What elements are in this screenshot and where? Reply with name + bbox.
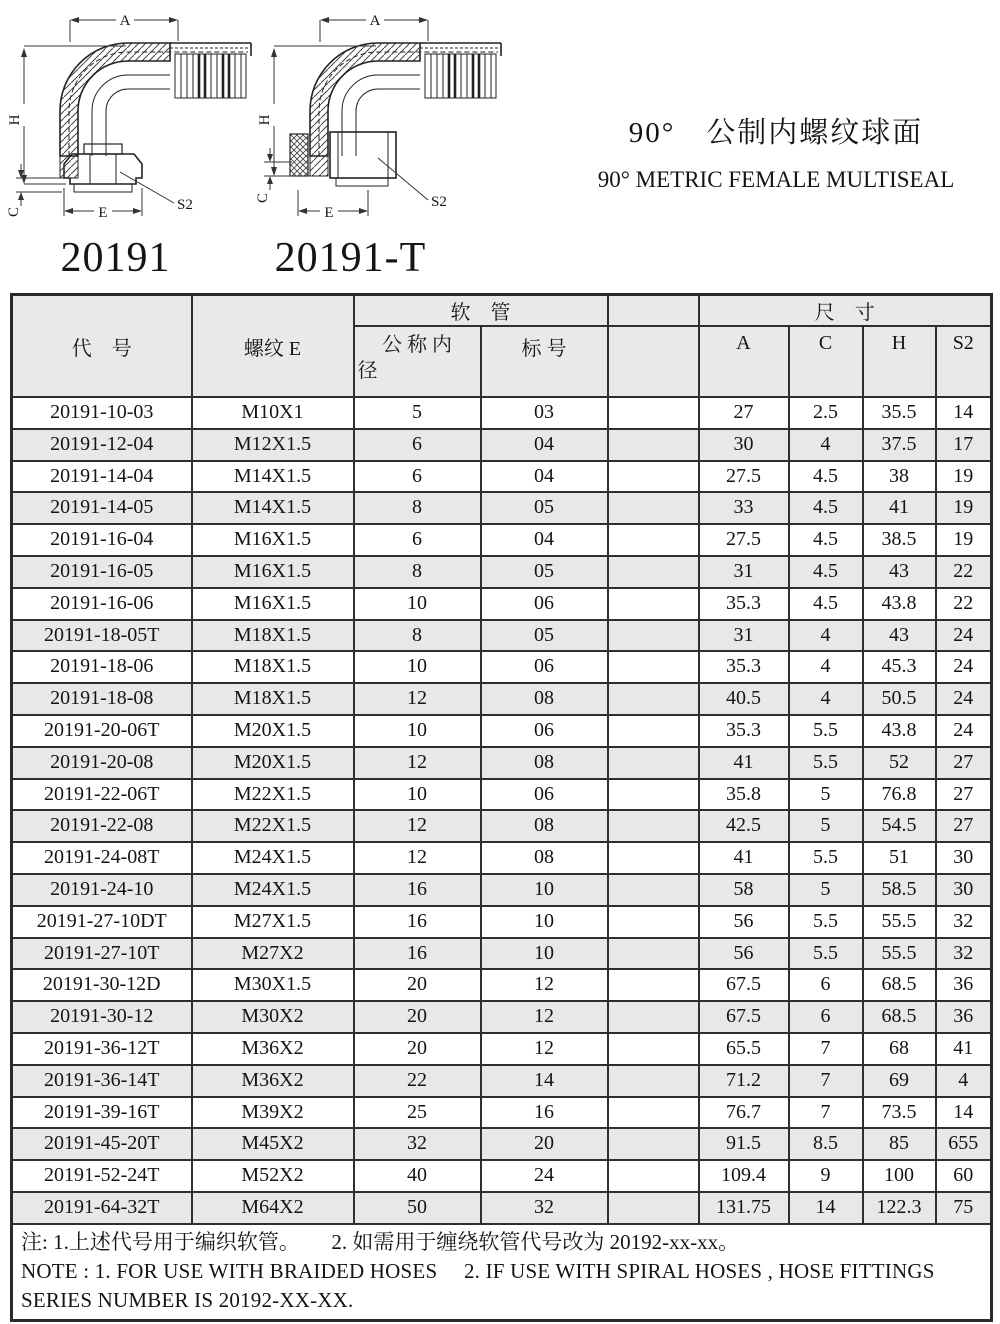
cell-blank: [608, 429, 699, 461]
cell-hose-mark: 12: [481, 1033, 608, 1065]
cell-dim-s2: 24: [936, 620, 992, 652]
cell-blank: [608, 588, 699, 620]
cell-dim-c: 4.5: [789, 588, 863, 620]
cell-dim-h: 35.5: [863, 397, 936, 429]
cell-hose-mark: 24: [481, 1160, 608, 1192]
table-row: [12, 461, 992, 493]
cell-dim-a: 65.5: [699, 1033, 789, 1065]
cell-dim-a: 35.8: [699, 779, 789, 811]
cell-dim-a: 41: [699, 747, 789, 779]
cell-dim-s2: 14: [936, 397, 992, 429]
cell-dim-a: 131.75: [699, 1192, 789, 1224]
cell-dim-s2: 36: [936, 1001, 992, 1033]
cell-thread: M14X1.5: [192, 492, 354, 524]
cell-hose-id: 12: [354, 683, 481, 715]
table-row: [12, 1097, 992, 1129]
cell-dim-h: 43: [863, 620, 936, 652]
cell-dim-c: 4.5: [789, 524, 863, 556]
table-row: [12, 620, 992, 652]
table-row: [12, 1001, 992, 1033]
cell-hose-mark: 12: [481, 969, 608, 1001]
cell-dim-c: 7: [789, 1065, 863, 1097]
cell-code: 20191-18-08: [12, 683, 192, 715]
cell-blank: [608, 779, 699, 811]
table-row: [12, 1128, 992, 1160]
cell-blank: [608, 1192, 699, 1224]
table-row: [12, 1192, 992, 1224]
cell-dim-s2: 36: [936, 969, 992, 1001]
cell-dim-a: 58: [699, 874, 789, 906]
cell-dim-s2: 19: [936, 524, 992, 556]
cell-hose-mark: 06: [481, 715, 608, 747]
header-dim-s2: S2: [936, 326, 992, 397]
cell-thread: M22X1.5: [192, 779, 354, 811]
cell-hose-mark: 12: [481, 1001, 608, 1033]
cell-blank: [608, 938, 699, 970]
cell-thread: M16X1.5: [192, 588, 354, 620]
header-dim-c: C: [789, 326, 863, 397]
cell-blank: [608, 906, 699, 938]
cell-dim-a: 40.5: [699, 683, 789, 715]
cell-dim-c: 4: [789, 651, 863, 683]
dim-a-label: A: [119, 13, 131, 29]
table-row: [12, 906, 992, 938]
cell-thread: M20X1.5: [192, 715, 354, 747]
cell-code: 20191-18-05T: [12, 620, 192, 652]
cell-dim-c: 7: [789, 1033, 863, 1065]
table-row: [12, 651, 992, 683]
table-row: [12, 492, 992, 524]
header-dim-a: A: [699, 326, 789, 397]
cell-blank: [608, 1033, 699, 1065]
cell-thread: M27X1.5: [192, 906, 354, 938]
cell-code: 20191-12-04: [12, 429, 192, 461]
table-header: [12, 295, 992, 398]
cell-thread: M24X1.5: [192, 842, 354, 874]
cell-hose-mark: 05: [481, 556, 608, 588]
cell-thread: M10X1: [192, 397, 354, 429]
cell-thread: M14X1.5: [192, 461, 354, 493]
dim-a-label: A: [369, 13, 381, 29]
cell-hose-mark: 10: [481, 906, 608, 938]
cell-blank: [608, 969, 699, 1001]
cell-dim-h: 73.5: [863, 1097, 936, 1129]
cell-hose-id: 10: [354, 779, 481, 811]
cell-hose-id: 5: [354, 397, 481, 429]
cell-dim-c: 4.5: [789, 492, 863, 524]
page-title-chinese: 90° 公制内螺纹球面: [628, 117, 924, 149]
cell-dim-a: 67.5: [699, 969, 789, 1001]
cell-dim-a: 27.5: [699, 524, 789, 556]
cell-blank: [608, 620, 699, 652]
cell-hose-id: 25: [354, 1097, 481, 1129]
cell-hose-mark: 04: [481, 524, 608, 556]
cell-dim-h: 43.8: [863, 588, 936, 620]
cell-dim-c: 5.5: [789, 747, 863, 779]
cell-code: 20191-16-04: [12, 524, 192, 556]
cell-hose-id: 22: [354, 1065, 481, 1097]
cell-dim-a: 71.2: [699, 1065, 789, 1097]
cell-dim-s2: 655: [936, 1128, 992, 1160]
cell-dim-s2: 32: [936, 938, 992, 970]
cell-dim-a: 41: [699, 842, 789, 874]
table-row: [12, 969, 992, 1001]
cell-hose-id: 12: [354, 810, 481, 842]
cell-thread: M64X2: [192, 1192, 354, 1224]
cell-dim-c: 6: [789, 1001, 863, 1033]
table-row: [12, 1033, 992, 1065]
cell-code: 20191-22-06T: [12, 779, 192, 811]
cell-dim-h: 69: [863, 1065, 936, 1097]
cell-dim-h: 55.5: [863, 906, 936, 938]
cell-hose-mark: 06: [481, 588, 608, 620]
cell-thread: M20X1.5: [192, 747, 354, 779]
cell-code: 20191-10-03: [12, 397, 192, 429]
cell-dim-s2: 24: [936, 715, 992, 747]
cell-hose-id: 16: [354, 874, 481, 906]
cell-dim-s2: 75: [936, 1192, 992, 1224]
cell-hose-mark: 32: [481, 1192, 608, 1224]
cell-code: 20191-39-16T: [12, 1097, 192, 1129]
cell-hose-id: 8: [354, 492, 481, 524]
cell-dim-a: 31: [699, 620, 789, 652]
table-row: [12, 938, 992, 970]
cell-thread: M30X1.5: [192, 969, 354, 1001]
cell-dim-s2: 32: [936, 906, 992, 938]
note-chinese: 注: 1.上述代号用于编织软管。 2. 如需用于缠绕软管代号改为 20192-xx-xx。: [21, 1229, 740, 1254]
cell-dim-h: 54.5: [863, 810, 936, 842]
cell-hose-mark: 16: [481, 1097, 608, 1129]
table-body: [12, 397, 992, 1224]
cell-dim-a: 76.7: [699, 1097, 789, 1129]
note-english: NOTE : 1. FOR USE WITH BRAIDED HOSES 2. IF USE WITH SPIRAL HOSES , HOSE FITTINGS SERIES NUMBER IS 20192-XX-XX.: [21, 1258, 935, 1312]
cell-dim-h: 41: [863, 492, 936, 524]
cell-dim-a: 91.5: [699, 1128, 789, 1160]
cell-hose-id: 40: [354, 1160, 481, 1192]
catalog-table: [10, 293, 993, 1322]
cell-dim-s2: 30: [936, 842, 992, 874]
table-row: [12, 842, 992, 874]
cell-thread: M16X1.5: [192, 524, 354, 556]
cell-dim-c: 5.5: [789, 842, 863, 874]
cell-hose-mark: 03: [481, 397, 608, 429]
cell-code: 20191-52-24T: [12, 1160, 192, 1192]
table-row: [12, 683, 992, 715]
cell-dim-c: 5.5: [789, 938, 863, 970]
cell-hose-id: 6: [354, 429, 481, 461]
cell-thread: M39X2: [192, 1097, 354, 1129]
cell-blank: [608, 397, 699, 429]
cell-hose-mark: 05: [481, 492, 608, 524]
cell-dim-c: 5.5: [789, 906, 863, 938]
header-hose-mark: 标 号: [481, 326, 608, 397]
cell-dim-c: 7: [789, 1097, 863, 1129]
cell-code: 20191-27-10DT: [12, 906, 192, 938]
cell-dim-c: 14: [789, 1192, 863, 1224]
cell-dim-h: 38: [863, 461, 936, 493]
header-blank-top: [608, 295, 699, 327]
cell-code: 20191-36-12T: [12, 1033, 192, 1065]
cell-dim-a: 56: [699, 938, 789, 970]
cell-code: 20191-45-20T: [12, 1128, 192, 1160]
cell-dim-c: 9: [789, 1160, 863, 1192]
header-hose-group: 软 管: [354, 295, 608, 327]
cell-code: 20191-16-06: [12, 588, 192, 620]
cell-dim-s2: 41: [936, 1033, 992, 1065]
model-number-20191-T: 20191-T: [274, 235, 427, 281]
dim-h-label: H: [257, 114, 273, 126]
cell-thread: M36X2: [192, 1033, 354, 1065]
table-row: [12, 429, 992, 461]
cell-dim-h: 45.3: [863, 651, 936, 683]
dim-e-label: E: [324, 205, 334, 221]
cell-thread: M22X1.5: [192, 810, 354, 842]
header-blank-bottom: [608, 326, 699, 397]
cell-hose-id: 12: [354, 842, 481, 874]
cell-dim-a: 67.5: [699, 1001, 789, 1033]
cell-blank: [608, 810, 699, 842]
cell-dim-c: 6: [789, 969, 863, 1001]
cell-code: 20191-36-14T: [12, 1065, 192, 1097]
cell-code: 20191-24-10: [12, 874, 192, 906]
cell-dim-s2: 14: [936, 1097, 992, 1129]
cell-dim-h: 76.8: [863, 779, 936, 811]
cell-dim-c: 4: [789, 429, 863, 461]
cell-dim-a: 109.4: [699, 1160, 789, 1192]
cell-thread: M16X1.5: [192, 556, 354, 588]
cell-dim-h: 122.3: [863, 1192, 936, 1224]
table-row: [12, 747, 992, 779]
cell-code: 20191-64-32T: [12, 1192, 192, 1224]
cell-dim-h: 51: [863, 842, 936, 874]
cell-thread: M52X2: [192, 1160, 354, 1192]
cell-hose-mark: 08: [481, 683, 608, 715]
dim-s2-label: S2: [431, 194, 447, 210]
cell-dim-h: 37.5: [863, 429, 936, 461]
cell-hose-id: 16: [354, 938, 481, 970]
cell-blank: [608, 715, 699, 747]
cell-thread: M12X1.5: [192, 429, 354, 461]
cell-dim-s2: 19: [936, 461, 992, 493]
cell-hose-mark: 05: [481, 620, 608, 652]
model-number-20191: 20191: [60, 235, 171, 281]
cell-dim-h: 38.5: [863, 524, 936, 556]
elbow-body-1: [60, 43, 251, 192]
table-row: [12, 1065, 992, 1097]
cell-dim-h: 100: [863, 1160, 936, 1192]
cell-hose-id: 6: [354, 461, 481, 493]
cell-thread: M27X2: [192, 938, 354, 970]
cell-thread: M45X2: [192, 1128, 354, 1160]
cell-dim-s2: 19: [936, 492, 992, 524]
cell-thread: M18X1.5: [192, 651, 354, 683]
cell-hose-id: 10: [354, 651, 481, 683]
cell-hose-id: 12: [354, 747, 481, 779]
cell-hose-mark: 06: [481, 651, 608, 683]
cell-dim-c: 4: [789, 683, 863, 715]
cell-blank: [608, 1160, 699, 1192]
cell-code: 20191-16-05: [12, 556, 192, 588]
cell-hose-id: 6: [354, 524, 481, 556]
cell-dim-a: 30: [699, 429, 789, 461]
dim-h-label: H: [7, 114, 23, 126]
cell-code: 20191-30-12D: [12, 969, 192, 1001]
header-thread: 螺纹 E: [192, 295, 354, 398]
cell-dim-c: 8.5: [789, 1128, 863, 1160]
cell-code: 20191-14-04: [12, 461, 192, 493]
cell-thread: M18X1.5: [192, 620, 354, 652]
cell-hose-mark: 04: [481, 429, 608, 461]
cell-dim-s2: 22: [936, 588, 992, 620]
cell-dim-a: 42.5: [699, 810, 789, 842]
cell-blank: [608, 683, 699, 715]
page-title-block: [560, 110, 992, 193]
cell-code: 20191-30-12: [12, 1001, 192, 1033]
cell-hose-mark: 04: [481, 461, 608, 493]
cell-blank: [608, 1128, 699, 1160]
cell-dim-h: 58.5: [863, 874, 936, 906]
cell-dim-c: 2.5: [789, 397, 863, 429]
cell-dim-c: 5.5: [789, 715, 863, 747]
cell-dim-s2: 60: [936, 1160, 992, 1192]
table-row: [12, 779, 992, 811]
cell-hose-id: 10: [354, 715, 481, 747]
cell-code: 20191-27-10T: [12, 938, 192, 970]
cell-dim-c: 4.5: [789, 461, 863, 493]
cell-code: 20191-14-05: [12, 492, 192, 524]
cell-hose-id: 50: [354, 1192, 481, 1224]
cell-hose-mark: 14: [481, 1065, 608, 1097]
cell-thread: M24X1.5: [192, 874, 354, 906]
cell-hose-mark: 10: [481, 874, 608, 906]
cell-dim-h: 85: [863, 1128, 936, 1160]
notes-cell: [12, 1224, 992, 1321]
cell-dim-c: 5: [789, 779, 863, 811]
cell-hose-id: 20: [354, 1001, 481, 1033]
fitting-drawing-20191: [8, 6, 256, 224]
cell-dim-c: 5: [789, 810, 863, 842]
table-row: [12, 397, 992, 429]
cell-hose-id: 16: [354, 906, 481, 938]
cell-dim-s2: 17: [936, 429, 992, 461]
cell-dim-s2: 27: [936, 810, 992, 842]
cell-dim-h: 43: [863, 556, 936, 588]
cell-code: 20191-20-06T: [12, 715, 192, 747]
cell-code: 20191-22-08: [12, 810, 192, 842]
cell-dim-a: 35.3: [699, 651, 789, 683]
cell-hose-id: 8: [354, 620, 481, 652]
cell-blank: [608, 461, 699, 493]
cell-dim-a: 56: [699, 906, 789, 938]
fitting-drawing-20191-T: [255, 6, 506, 224]
cell-hose-mark: 08: [481, 810, 608, 842]
cell-dim-h: 68: [863, 1033, 936, 1065]
cell-dim-a: 33: [699, 492, 789, 524]
cell-dim-s2: 24: [936, 651, 992, 683]
cell-dim-s2: 27: [936, 747, 992, 779]
cell-dim-h: 68.5: [863, 1001, 936, 1033]
cell-dim-s2: 30: [936, 874, 992, 906]
cell-dim-h: 50.5: [863, 683, 936, 715]
table-row: [12, 874, 992, 906]
cell-dim-h: 55.5: [863, 938, 936, 970]
cell-hose-mark: 10: [481, 938, 608, 970]
dim-s2-label: S2: [177, 197, 193, 213]
table-row: [12, 1160, 992, 1192]
cell-dim-a: 27: [699, 397, 789, 429]
header-code: 代 号: [12, 295, 192, 398]
header-size-group: 尺 寸: [699, 295, 992, 327]
cell-hose-mark: 08: [481, 747, 608, 779]
cell-hose-mark: 20: [481, 1128, 608, 1160]
cell-dim-s2: 27: [936, 779, 992, 811]
cell-dim-h: 43.8: [863, 715, 936, 747]
cell-blank: [608, 1097, 699, 1129]
table-row: [12, 810, 992, 842]
dim-c-label: C: [6, 206, 22, 218]
cell-thread: M18X1.5: [192, 683, 354, 715]
cell-blank: [608, 524, 699, 556]
cell-dim-a: 27.5: [699, 461, 789, 493]
cell-dim-s2: 4: [936, 1065, 992, 1097]
cell-code: 20191-24-08T: [12, 842, 192, 874]
cell-thread: M36X2: [192, 1065, 354, 1097]
header-hose-id: [354, 326, 481, 397]
cell-dim-c: 4.5: [789, 556, 863, 588]
cell-dim-c: 4: [789, 620, 863, 652]
cell-blank: [608, 747, 699, 779]
cell-dim-c: 5: [789, 874, 863, 906]
table-row: [12, 524, 992, 556]
cell-hose-id: 32: [354, 1128, 481, 1160]
elbow-body-2: [290, 43, 501, 186]
cell-blank: [608, 874, 699, 906]
cell-blank: [608, 556, 699, 588]
table-row: [12, 715, 992, 747]
cell-blank: [608, 842, 699, 874]
cell-hose-id: 20: [354, 1033, 481, 1065]
cell-thread: M30X2: [192, 1001, 354, 1033]
table-row: [12, 588, 992, 620]
header-hose-id-line2: 径: [357, 360, 378, 382]
header-dim-h: H: [863, 326, 936, 397]
cell-blank: [608, 1001, 699, 1033]
cell-hose-id: 20: [354, 969, 481, 1001]
cell-dim-a: 35.3: [699, 588, 789, 620]
cell-blank: [608, 1065, 699, 1097]
cell-hose-id: 8: [354, 556, 481, 588]
cell-blank: [608, 492, 699, 524]
cell-code: 20191-20-08: [12, 747, 192, 779]
cell-dim-h: 52: [863, 747, 936, 779]
cell-dim-s2: 24: [936, 683, 992, 715]
dim-c-label: C: [255, 192, 271, 204]
cell-code: 20191-18-06: [12, 651, 192, 683]
dim-e-label: E: [98, 205, 108, 221]
page-title-english: 90° METRIC FEMALE MULTISEAL: [597, 167, 955, 192]
cell-hose-mark: 08: [481, 842, 608, 874]
cell-hose-id: 10: [354, 588, 481, 620]
header-hose-id-line1: 公 称 内: [382, 334, 452, 356]
cell-dim-a: 35.3: [699, 715, 789, 747]
cell-hose-mark: 06: [481, 779, 608, 811]
table-row: [12, 556, 992, 588]
cell-blank: [608, 651, 699, 683]
cell-dim-s2: 22: [936, 556, 992, 588]
cell-dim-h: 68.5: [863, 969, 936, 1001]
cell-dim-a: 31: [699, 556, 789, 588]
